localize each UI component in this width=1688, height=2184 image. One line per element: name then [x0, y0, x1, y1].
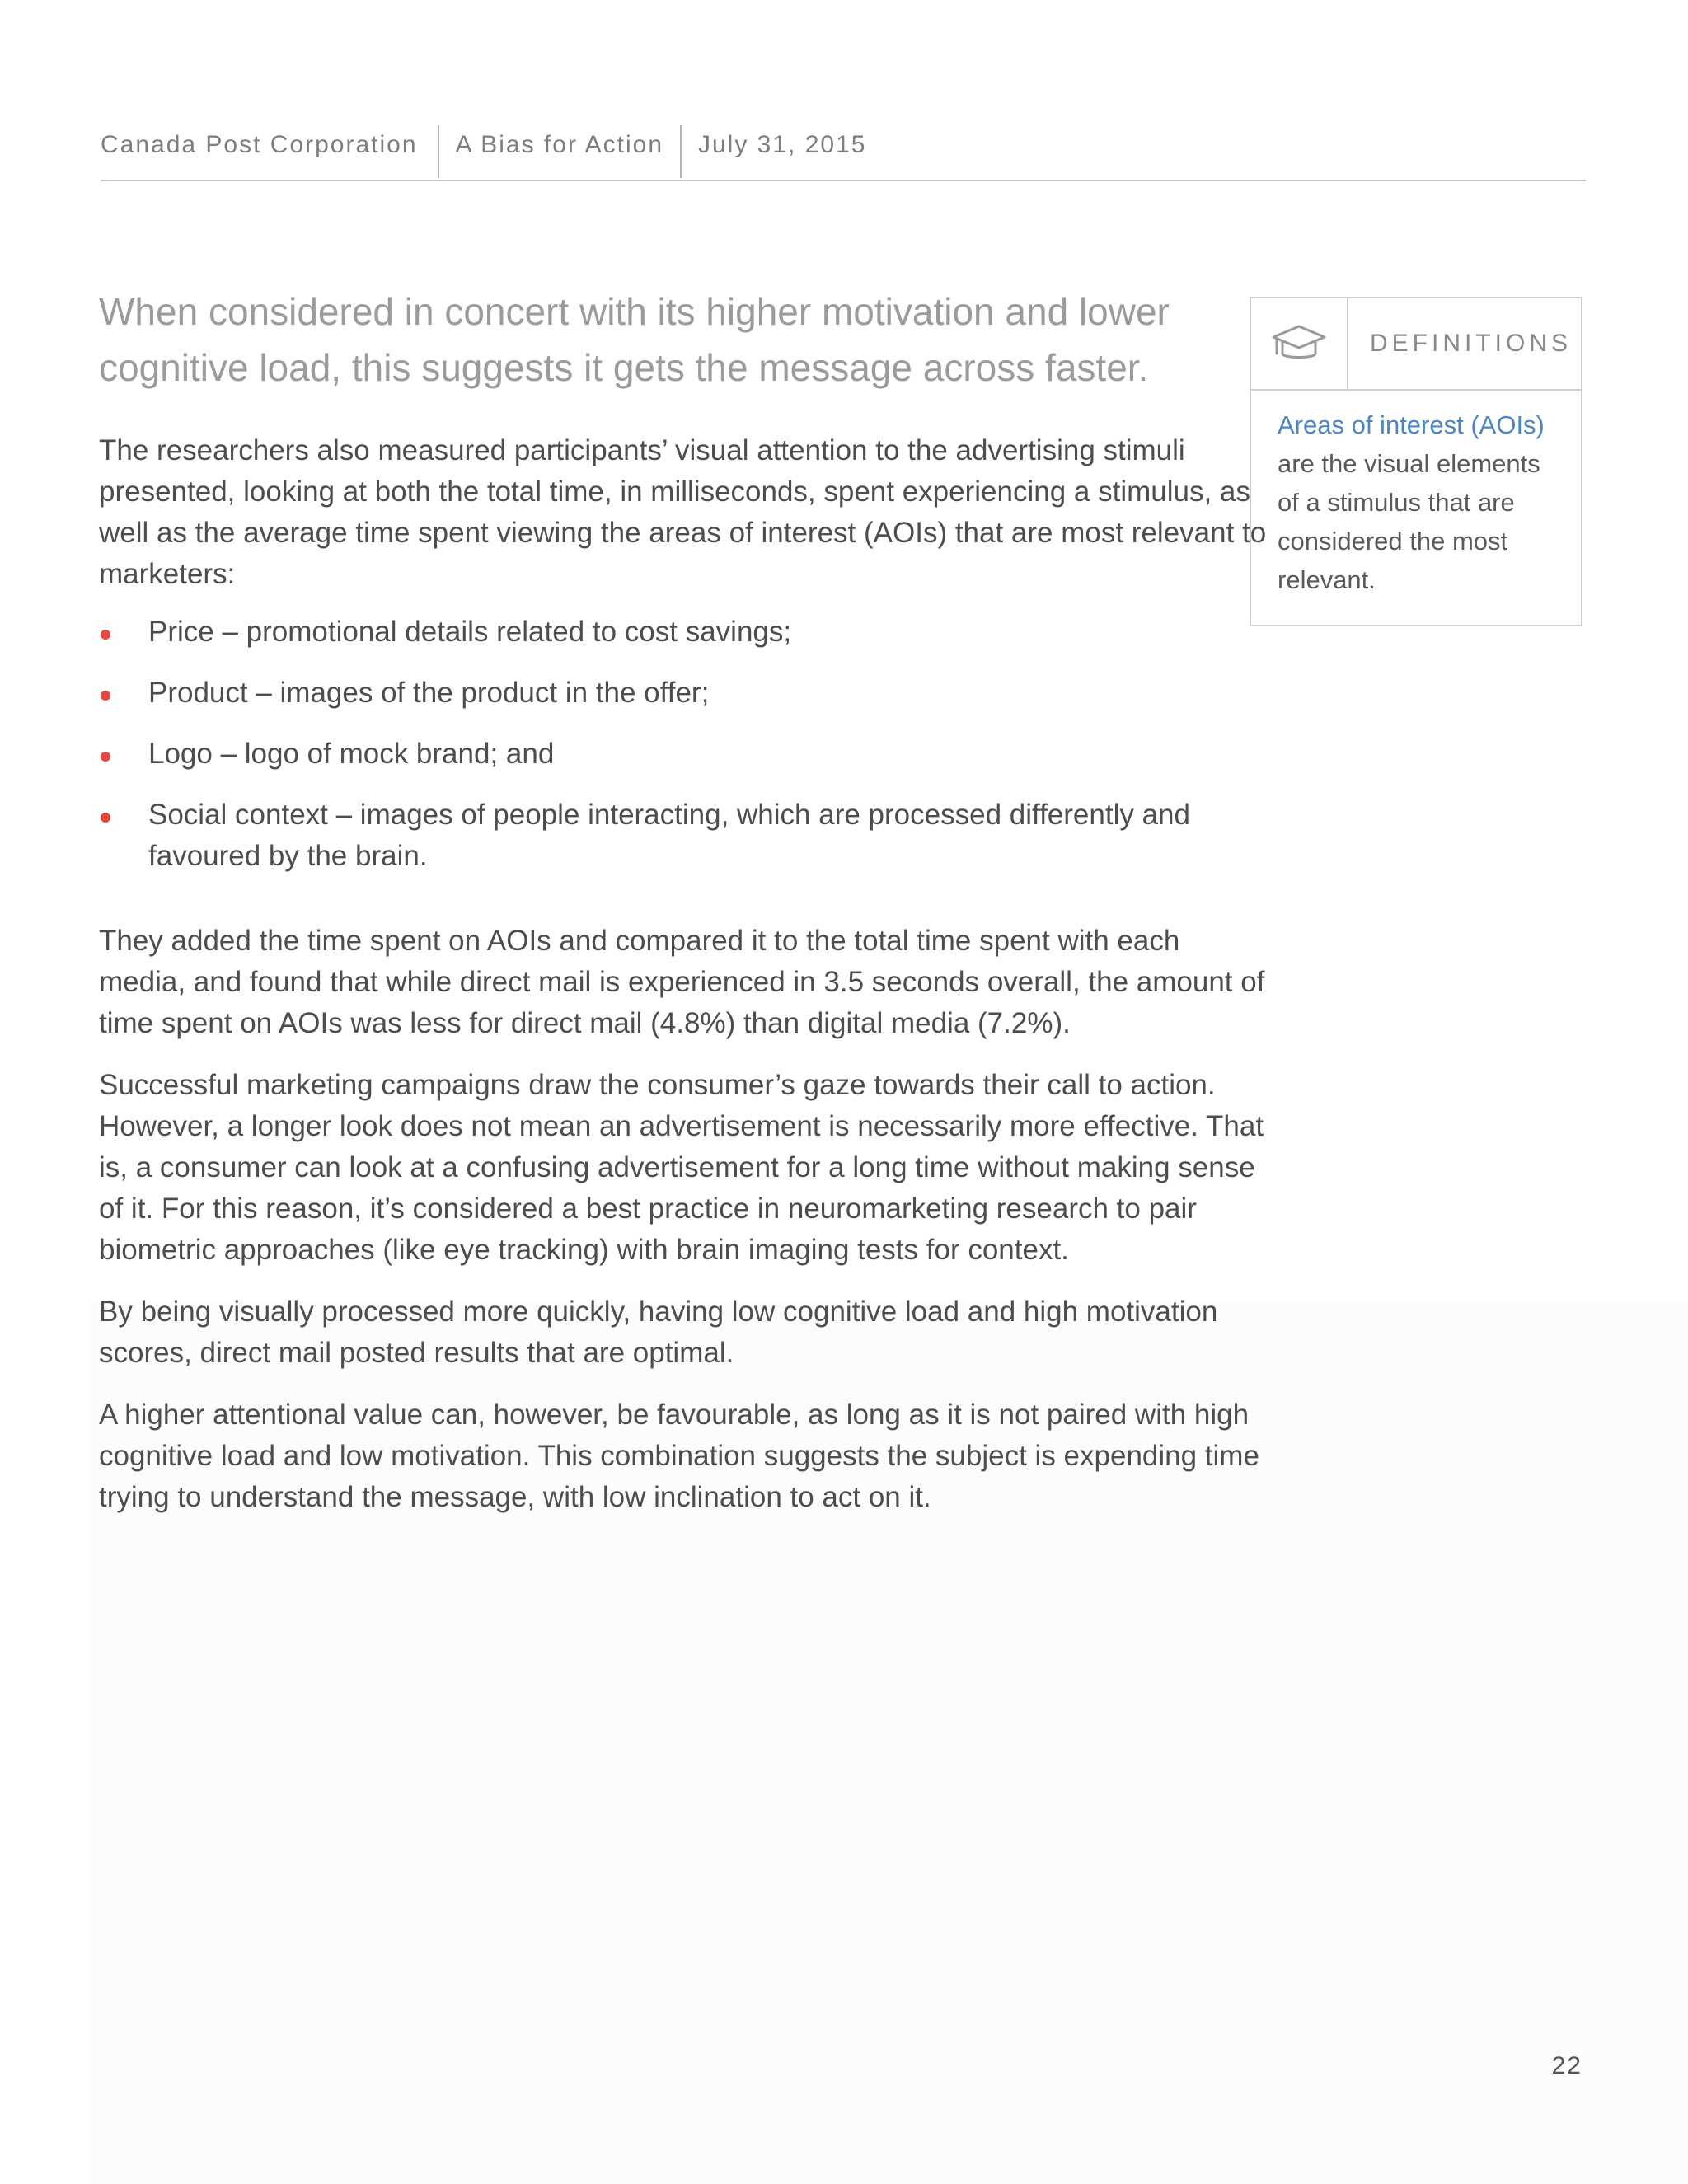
intro-paragraph: The researchers also measured participants’ visual attention to the advertising stimuli presented, looking at both the total time, in milliseconds, spent experiencing a stimulus, as well as the average time spent viewing the areas of interest (AOIs) that are most relevant to marketers: — [99, 434, 1267, 590]
list-item — [99, 673, 1269, 714]
definitions-header — [1251, 298, 1581, 391]
aoi-time-paragraph: They added the time spent on AOIs and compared it to the total time spent with each media, and found that while direct mail is experienced in 3.5 seconds overall, the amount of time spent on AOIs was less for direct mail (4.8%) than digital media (7.2%). — [99, 925, 1265, 1039]
bullet-dot — [101, 630, 110, 640]
definitions-title: DEFINITIONS — [1370, 330, 1573, 357]
page-number: 22 — [1551, 2052, 1582, 2079]
list-item — [99, 733, 1269, 775]
list-item — [99, 794, 1269, 877]
processing-paragraph: By being visually processed more quickly, having low cognitive load and high motivation scores, direct mail posted results that are optimal. — [99, 1296, 1218, 1369]
header-organization: Canada Post Corporation — [101, 125, 439, 178]
header-date: July 31, 2015 — [698, 131, 867, 158]
bullet-text: Price – promotional details related to cost savings; — [148, 616, 792, 648]
bullet-dot — [101, 691, 110, 701]
running-header — [101, 125, 1586, 181]
bullet-text: Logo – logo of mock brand; and — [148, 738, 555, 770]
attention-paragraph: A higher attentional value can, however, be favourable, as long as it is not paired with high cognitive load and low motivation. This combination suggests the subject is expending time trying to understand the message, with low inclination to act on it. — [99, 1399, 1259, 1513]
bullet-dot — [101, 752, 110, 762]
header-report-title: A Bias for Action — [439, 125, 682, 178]
bullet-dot — [101, 813, 110, 823]
definitions-box — [1250, 297, 1582, 626]
lead-statement: When considered in concert with its higher motivation and lower cognitive load, this suggests it gets the message across faster. — [99, 290, 1170, 389]
definition-content — [1251, 391, 1581, 599]
definition-term: Areas of interest (AOIs) — [1278, 410, 1545, 439]
bullet-text: Product – images of the product in the offer; — [148, 677, 710, 709]
graduation-cap-icon — [1251, 298, 1348, 389]
campaigns-paragraph: Successful marketing campaigns draw the consumer’s gaze towards their call to action. However, a longer look does not mean an advertisement is necessarily more effective. That is, a consumer can look at a confusing advertisement for a long time without making sense of it. For this reason, it’s considered a best practice in neuromarketing research to pair biometric approaches (like eye tracking) with brain imaging tests for context. — [99, 1069, 1264, 1266]
aoi-bullet-list — [99, 612, 1269, 897]
bullet-text: Social context – images of people interacting, which are processed differently and favoured by the brain. — [148, 799, 1190, 872]
list-item — [99, 612, 1269, 653]
definition-text: are the visual elements of a stimulus that are considered the most relevant. — [1278, 449, 1540, 594]
